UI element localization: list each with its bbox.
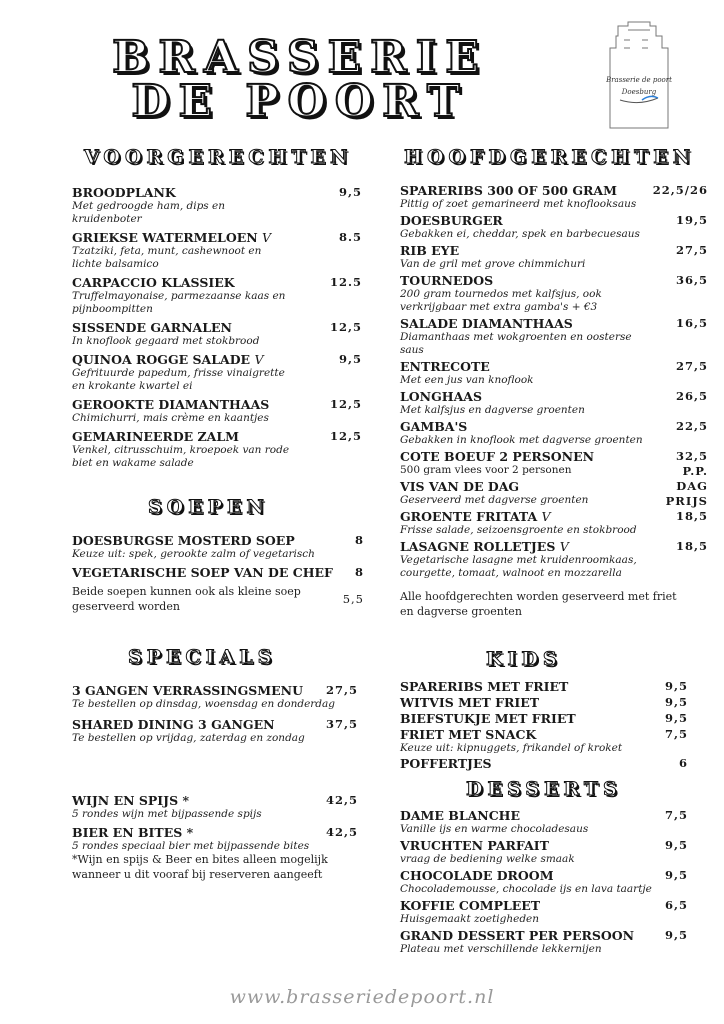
menu-item-price: 27,5 — [325, 683, 358, 697]
soup-note-price: 5,5 — [342, 592, 364, 606]
menu-item-name: TOURNEDOS — [400, 273, 494, 288]
menu-item-price: 18,5 — [675, 539, 708, 553]
menu-item-description: Keuze uit: kipnuggets, frikandel of kroket — [400, 742, 623, 754]
menu-item — [400, 273, 708, 314]
menu-item — [400, 711, 688, 726]
desserts-heading: DESSERTS — [466, 778, 622, 800]
menu-item-price: 27,5 — [675, 243, 708, 257]
menu-item-description: Te bestellen op dinsdag, woensdag en donderdag — [72, 698, 336, 710]
menu-item-price: 37,5 — [325, 717, 358, 731]
vegetarian-mark: V — [262, 230, 272, 245]
menu-item-name: VEGETARISCHE SOEP VAN DE CHEF — [72, 565, 333, 580]
vegetarian-mark: V — [541, 509, 551, 524]
specials-heading: SPECIALS — [128, 646, 277, 668]
menu-item — [400, 539, 708, 580]
menu-item-name: GROENTE FRITATA V — [400, 509, 551, 524]
soup-note-text: Beide soepen kunnen ook als kleine soep geserveerd worden — [72, 585, 301, 613]
menu-item-description: Geserveerd met dagverse groenten — [400, 494, 589, 506]
menu-item-name: QUINOA ROGGE SALADE V — [72, 352, 264, 367]
menu-item — [400, 509, 708, 537]
menu-item-name: CHOCOLADE DROOM — [400, 868, 554, 883]
soepen-list — [72, 533, 364, 614]
menu-item — [400, 183, 708, 211]
menu-item-description: 200 gram tournedos met kalfsjus, ook verkrijgbaar met extra gamba's + €3 — [400, 288, 602, 313]
menu-item-name: GRIEKSE WATERMELOEN V — [72, 230, 272, 245]
menu-item — [72, 429, 362, 470]
menu-item-name: SISSENDE GARNALEN — [72, 320, 232, 335]
svg-text:Doesburg: Doesburg — [621, 88, 657, 96]
hoofdgerechten-heading: HOOFDGERECHTEN — [404, 146, 696, 168]
menu-item — [72, 397, 362, 425]
menu-item-name: SALADE DIAMANTHAAS — [400, 316, 573, 331]
menu-item-price: 9,5 — [338, 352, 362, 366]
menu-item — [400, 213, 708, 241]
menu-item-name: CARPACCIO KLASSIEK — [72, 275, 235, 290]
menu-item — [400, 898, 688, 926]
menu-item-price: 7,5 — [664, 808, 688, 822]
menu-item-description: Vegetarische lasagne met kruidenroomkaas, courgette, tomaat, walnoot en mozzarella — [400, 554, 637, 579]
menu-item-price: 12,5 — [329, 429, 362, 443]
menu-item-name: VRUCHTEN PARFAIT — [400, 838, 549, 853]
menu-item-description: Met een jus van knoflook — [400, 374, 534, 386]
menu-item — [72, 275, 362, 316]
specials-note: *Wijn en spijs & Beer en bites alleen mogelijk wanneer u dit vooraf bij reserveren aangeeft — [72, 853, 328, 881]
menu-item-price: 12,5 — [329, 397, 362, 411]
voorgerechten-list — [72, 185, 362, 474]
soup-size-note — [72, 584, 364, 614]
menu-item-price: 27,5 — [675, 359, 708, 373]
menu-item-description: Frisse salade, seizoensgroente en stokbrood — [400, 524, 637, 536]
menu-item-description: Te bestellen op vrijdag, zaterdag en zondag — [72, 732, 305, 744]
menu-item-description: Keuze uit: spek, gerookte zalm of vegetarisch — [72, 548, 315, 560]
menu-item — [400, 243, 708, 271]
menu-item-name: SHARED DINING 3 GANGEN — [72, 717, 275, 732]
hoofdgerechten-note: Alle hoofdgerechten worden geserveerd met friet en dagverse groenten — [400, 590, 677, 618]
menu-item-description: Huisgemaakt zoetigheden — [400, 913, 540, 925]
menu-item-name: LONGHAAS — [400, 389, 483, 404]
menu-item-price: 42,5 — [325, 793, 358, 807]
menu-item — [400, 727, 688, 755]
menu-item-description: Van de gril met grove chimmichuri — [400, 258, 586, 270]
specials-list-2 — [72, 793, 358, 857]
menu-item-description: Met kalfsjus en dagverse groenten — [400, 404, 585, 416]
menu-item-price: 32,5 P.P. — [675, 449, 708, 478]
menu-item-description: Vanille ijs en warme chocoladesaus — [400, 823, 589, 835]
menu-item-price: 8 — [354, 565, 364, 579]
menu-item-description: 5 rondes wijn met bijpassende spijs — [72, 808, 262, 820]
menu-item-name: FRIET MET SNACK — [400, 727, 537, 742]
menu-item — [400, 389, 708, 417]
menu-item-name: BIEFSTUKJE MET FRIET — [400, 711, 576, 726]
menu-item — [400, 449, 708, 477]
menu-item — [400, 679, 688, 694]
menu-item-price: 36,5 — [675, 273, 708, 287]
menu-item-name: 3 GANGEN VERRASSINGSMENU — [72, 683, 303, 698]
menu-item — [400, 838, 688, 866]
menu-item-price: 16,5 — [675, 316, 708, 330]
menu-item — [400, 868, 688, 896]
menu-item — [72, 352, 362, 393]
menu-item-name: DOESBURGER — [400, 213, 503, 228]
menu-item-name: LASAGNE ROLLETJES V — [400, 539, 569, 554]
menu-item-price: 18,5 — [675, 509, 708, 523]
menu-item — [400, 695, 688, 710]
menu-item-name: DOESBURGSE MOSTERD SOEP — [72, 533, 295, 548]
menu-item-description: Tzatziki, feta, munt, cashewnoot en lichte balsamico — [72, 245, 262, 270]
menu-item-description: 5 rondes speciaal bier met bijpassende bites — [72, 840, 310, 852]
title-line-1: BRASSERIE — [112, 32, 488, 83]
title-line-2: DE POORT — [131, 76, 469, 127]
kids-list — [400, 679, 688, 772]
menu-item-description: Pittig of zoet gemarineerd met knoflooksaus — [400, 198, 637, 210]
voorgerechten-heading: VOORGERECHTEN — [84, 146, 353, 168]
menu-item-price: 6 — [678, 756, 688, 770]
footer-url: www.brasseriedepoort.nl — [229, 986, 495, 1008]
menu-item-description: Gebakken ei, cheddar, spek en barbecuesaus — [400, 228, 640, 240]
menu-item — [72, 793, 358, 821]
menu-item-name: WITVIS MET FRIET — [400, 695, 540, 710]
menu-item — [400, 419, 708, 447]
menu-item-price: 9,5 — [338, 185, 362, 199]
menu-item — [72, 683, 358, 711]
menu-item-price: 8.5 — [338, 230, 362, 244]
menu-item — [72, 230, 362, 271]
menu-item-name: BROODPLANK — [72, 185, 176, 200]
menu-item — [400, 359, 708, 387]
menu-item-name: POFFERTJES — [400, 756, 492, 771]
menu-item — [72, 825, 358, 853]
menu-item-price: 9,5 — [664, 868, 688, 882]
menu-item — [72, 320, 362, 348]
vegetarian-mark: V — [254, 352, 264, 367]
menu-item — [400, 316, 708, 357]
menu-item-price: 9,5 — [664, 695, 688, 709]
menu-item-price: 6,5 — [664, 898, 688, 912]
menu-item-description: Met gedroogde ham, dips en kruidenboter — [72, 200, 225, 225]
menu-item — [72, 717, 358, 745]
menu-item-description: Truffelmayonaise, parmezaanse kaas en pijnboompitten — [72, 290, 286, 315]
menu-item-description: In knoflook gegaard met stokbrood — [72, 335, 260, 347]
menu-item — [72, 185, 362, 226]
menu-item-price: 42,5 — [325, 825, 358, 839]
menu-item-price: 12.5 — [329, 275, 362, 289]
menu-item-price: 22,5 — [675, 419, 708, 433]
hoofdgerechten-list — [400, 183, 708, 582]
menu-item-description: Chimichurri, mais crème en kaantjes — [72, 412, 269, 424]
menu-item-price: 9,5 — [664, 711, 688, 725]
menu-item-price: 9,5 — [664, 679, 688, 693]
menu-item — [72, 533, 364, 561]
menu-item-price: 22,5/26 — [652, 183, 708, 197]
menu-item-description: vraag de bediening welke smaak — [400, 853, 575, 865]
menu-item-description: Chocolademousse, chocolade ijs en lava taartje — [400, 883, 652, 895]
menu-item-price: 8 — [354, 533, 364, 547]
menu-item-description: Plateau met verschillende lekkernijen — [400, 943, 602, 955]
menu-item — [400, 756, 688, 771]
menu-item-description: Venkel, citrusschuim, kroepoek van rode biet en wakame salade — [72, 444, 290, 469]
menu-item-name: DAME BLANCHE — [400, 808, 521, 823]
menu-item-name: SPARERIBS 300 OF 500 GRAM — [400, 183, 617, 198]
kids-heading: KIDS — [486, 648, 562, 670]
menu-item — [400, 479, 708, 507]
menu-item-description: 500 gram vlees voor 2 personen — [400, 464, 572, 476]
menu-item-price: 9,5 — [664, 838, 688, 852]
menu-item-name: SPARERIBS MET FRIET — [400, 679, 569, 694]
menu-item-description: Diamanthaas met wokgroenten en oosterse saus — [400, 331, 632, 356]
soepen-heading: SOEPEN — [148, 496, 269, 518]
menu-item-price: 9,5 — [664, 928, 688, 942]
menu-item-name: GEROOKTE DIAMANTHAAS — [72, 397, 270, 412]
menu-item-name: ENTRECOTE — [400, 359, 490, 374]
menu-item-name: GAMBA'S — [400, 419, 468, 434]
menu-item-name: KOFFIE COMPLEET — [400, 898, 541, 913]
menu-item-price: 19,5 — [675, 213, 708, 227]
menu-item-description: Gefrituurde papedum, frisse vinaigrette en krokante kwartel ei — [72, 367, 285, 392]
menu-item-name: GRAND DESSERT PER PERSOON — [400, 928, 635, 943]
menu-item-price: 26,5 — [675, 389, 708, 403]
specials-list — [72, 683, 358, 751]
menu-item-price: 7,5 — [664, 727, 688, 741]
menu-item — [72, 565, 364, 580]
desserts-list — [400, 808, 688, 958]
menu-item-name: WIJN EN SPIJS * — [72, 793, 189, 808]
menu-item-name: GEMARINEERDE ZALM — [72, 429, 240, 444]
menu-item-description: Gebakken in knoflook met dagverse groenten — [400, 434, 643, 446]
svg-text:Brasserie de poort: Brasserie de poort — [606, 76, 672, 84]
menu-item-price: 12,5 — [329, 320, 362, 334]
menu-item — [400, 928, 688, 956]
menu-item-price: DAG PRIJS — [665, 479, 708, 508]
menu-item — [400, 808, 688, 836]
menu-item-name: BIER EN BITES * — [72, 825, 194, 840]
menu-item-name: VIS VAN DE DAG — [400, 479, 520, 494]
vegetarian-mark: V — [559, 539, 569, 554]
menu-item-name: RIB EYE — [400, 243, 460, 258]
menu-item-name: COTE BOEUF 2 PERSONEN — [400, 449, 595, 464]
building-logo-icon — [598, 18, 680, 136]
